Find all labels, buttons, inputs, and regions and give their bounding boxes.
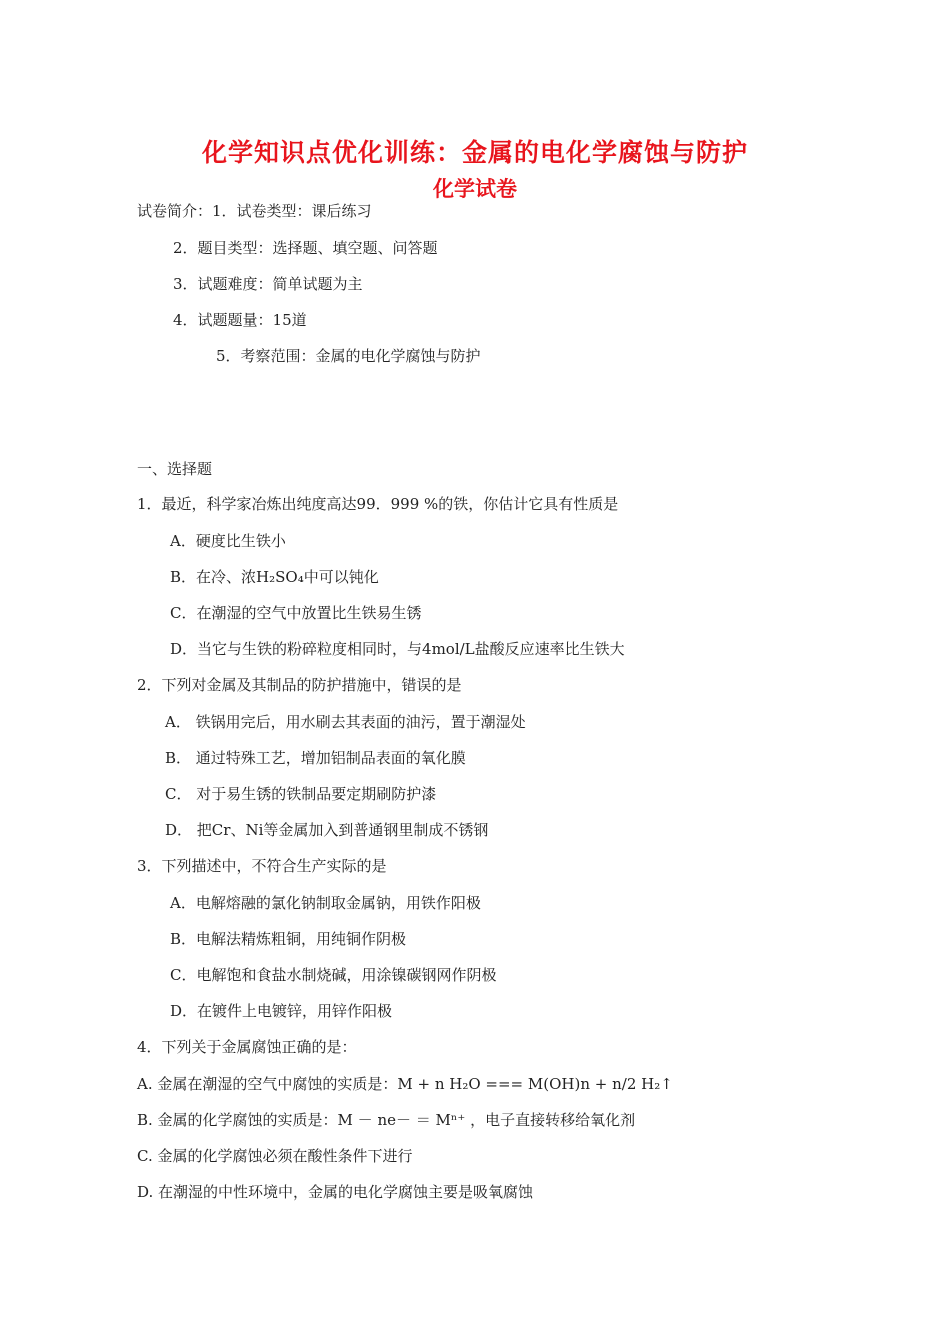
section-heading: 一、选择题 <box>137 460 213 478</box>
question-4-option-c: C. 金属的化学腐蚀必须在酸性条件下进行 <box>137 1147 413 1165</box>
intro-line-3: 3．试题难度：简单试题为主 <box>173 275 363 293</box>
intro-line-5: 5．考察范围：金属的电化学腐蚀与防护 <box>216 347 481 365</box>
question-3-option-d: D．在镀件上电镀锌，用锌作阳极 <box>170 1002 393 1020</box>
question-2-option-d: D． 把Cr、Ni等金属加入到普通钢里制成不锈钢 <box>165 821 489 839</box>
question-3-option-b: B．电解法精炼粗铜，用纯铜作阴极 <box>170 930 407 948</box>
intro-line-1: 试卷简介：1．试卷类型：课后练习 <box>137 202 372 220</box>
question-2-option-b: B． 通过特殊工艺，增加铝制品表面的氧化膜 <box>165 749 466 767</box>
question-1-option-b: B．在冷、浓H₂SO₄中可以钝化 <box>170 568 379 586</box>
question-3-stem: 3．下列描述中，不符合生产实际的是 <box>137 857 387 875</box>
question-4-stem: 4．下列关于金属腐蚀正确的是： <box>137 1038 357 1056</box>
question-2-option-a: A． 铁锅用完后，用水刷去其表面的油污，置于潮湿处 <box>165 713 526 731</box>
question-1-option-d: D．当它与生铁的粉碎粒度相同时，与4mol/L盐酸反应速率比生铁大 <box>170 640 625 658</box>
question-2-option-c: C． 对于易生锈的铁制品要定期刷防护漆 <box>165 785 437 803</box>
question-4-option-b: B. 金属的化学腐蚀的实质是：M － ne－ ＝ Mⁿ⁺ ，电子直接转移给氧化剂 <box>137 1111 636 1129</box>
question-3-option-a: A．电解熔融的氯化钠制取金属钠，用铁作阳极 <box>170 894 481 912</box>
document-subtitle: 化学试卷 <box>433 177 517 201</box>
question-1-stem: 1．最近，科学家冶炼出纯度高达99．999 %的铁，你估计它具有性质是 <box>137 495 619 513</box>
question-4-option-a: A. 金属在潮湿的空气中腐蚀的实质是：M + n H₂O === M(OH)n + n/2 H₂↑ <box>137 1075 673 1093</box>
intro-line-4: 4．试题题量：15道 <box>173 311 307 329</box>
question-1-option-c: C．在潮湿的空气中放置比生铁易生锈 <box>170 604 422 622</box>
question-3-option-c: C．电解饱和食盐水制烧碱，用涂镍碳钢网作阴极 <box>170 966 497 984</box>
document-title: 化学知识点优化训练：金属的电化学腐蚀与防护 <box>201 138 748 167</box>
question-1-option-a: A．硬度比生铁小 <box>170 532 286 550</box>
question-4-option-d: D. 在潮湿的中性环境中，金属的电化学腐蚀主要是吸氧腐蚀 <box>137 1183 534 1201</box>
question-2-stem: 2．下列对金属及其制品的防护措施中，错误的是 <box>137 676 462 694</box>
intro-line-2: 2．题目类型：选择题、填空题、问答题 <box>173 239 438 257</box>
